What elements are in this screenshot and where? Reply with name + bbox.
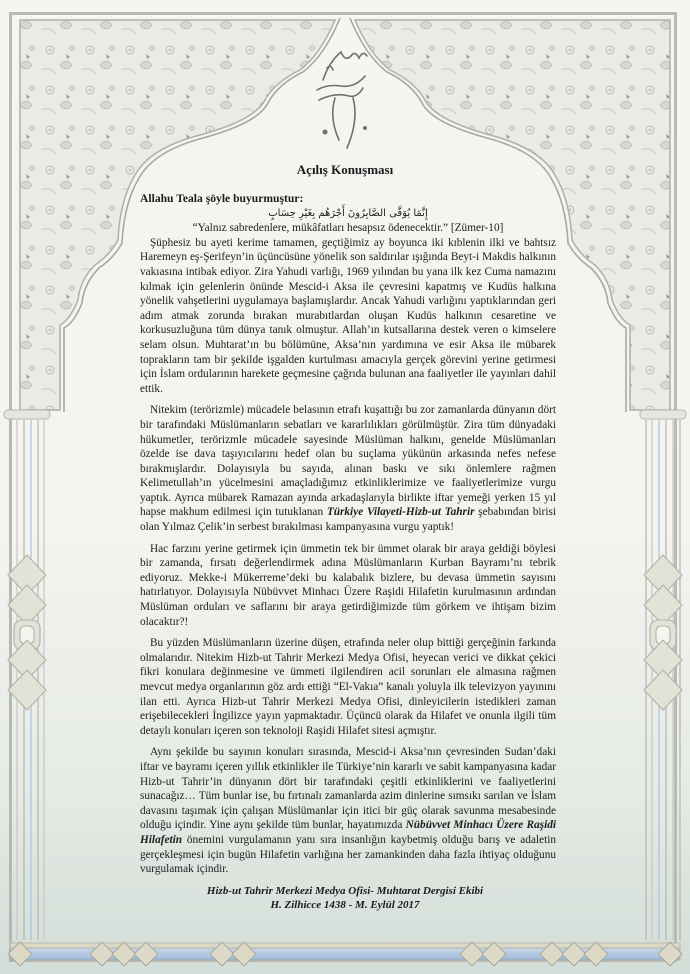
right-column-knot [644,555,682,710]
left-column-knot [8,555,46,710]
signature-author: Hizb-ut Tahrir Merkezi Medya Ofisi- Muhtarat Dergisi Ekibi [206,885,484,897]
bottom-knot-band [8,942,682,966]
left-column-capital [4,410,50,419]
emphasis-text: Nübüvvet Minhacı Üzere Raşidi Hilafetin [140,819,557,846]
verse-translation: “Yalnız sabredenlere, mükâfatları hesapsız ödenecektir.” [Zümer-10] [192,222,504,235]
paragraph-text: önemini vurgulamanın yanı sıra insanlığın kaybetmiş olduğu barış ve adaletin gerçekleşmesi için bugün Hilafetin varlığına her zamankinden daha fazla ihtiyaç olduğunu vurgulamak içindir. [140,833,556,876]
signature-date: H. Zilhicce 1438 - M. Eylül 2017 [270,899,420,911]
paragraph-1 [140,236,556,397]
paragraph-5 [140,745,556,876]
arabic-verse: إِنَّمَا يُوَفَّى الصَّابِرُونَ أَجْرَهُم بِغَيْرِ حِسَابٍ [268,207,428,219]
bismillah-calligraphy-icon [305,40,385,160]
paragraph-text: Nitekim (terörizmle) mücadele belasının etrafı kuşattığı bu zor zamanlarda dünyanın dört bir tarafındaki Müslümanların sebatları ve kararlılıkları görülmüştür. Zira tüm dünyadaki hükumetler, terörizmle mücadele sayesinde Müslüman halkını, genelde Müslümanları özelde ise dava taşıyıcılarını hedef olan bu suçlama yükünün arkasında nefes nefese bırakmışlardır. Dolayısıyla bu sayıda, alınan baskı ve sıkı önlemlere rağmen Kelimetullah’ın yücelmesini amaçladığımız etkinliklerimize ve faaliyetlerimize vurgu yaptık. Ayrıca mübarek Ramazan ayında arkadaşlarıyla birlikte iftar yemeği yerken 15 yıl hapse makhum edilmesi için tutuklanan [140,404,556,519]
emphasis-text: Türkiye Vilayeti-Hizb-ut Tahrir [326,506,475,519]
paragraph-text: şebabından birisi olan Yılmaz Çelik’in serbest bırakılması kampanyasına vurgu yaptık! [140,506,556,534]
paragraph-text: Şüphesiz bu ayeti kerime tamamen, geçtiğimiz ay boyunca iki kıblenin ilki ve bahtsız Haremeyn eş-Şerifeyn’in üçüncüsüne yönelik son saldırılar ışığında Beyt-i Makdis halkının vakıasına intibak ediyor. Zira Yahudi varlığı, 1969 yılından bu yana ilk kez Cuma namazını kılmak için gelenlerin önünde Mescid-i Aksa ile çevresini kapatmış ve Kudüs halkına yönelik vahşetlerini uygulamaya başlamışlardır. Ancak Yahudi varlığını yaptıklarından geri adım atmak zorunda bırakan murabıtlardan oluşan Kudüs halkının cesaretine ve korkusuzluğuna tüm dünya tanık olmuştur. Allah’ın kutsallarına destek veren o kimselere selam olsun. Muhtarat’ın bu bölümüne, Aksa’nın yardımına ve esir Aksa ile mübarek toprakların tam bir şekilde işgalden kurtulması amacıyla gerçek görevini yerine getirmesi için İslam ordularının harekete geçmesine çağrıda bulunan ana faaliyetler ile yayınları dahil ettik. [140,236,556,395]
signature-block [0,884,690,912]
paragraph-4 [140,636,556,738]
right-column-capital [640,410,686,419]
article-body [140,192,556,877]
paragraph-text: Aynı şekilde bu sayının konuları sırasında, Mescid-i Aksa’nın çevresinden Sudan’daki iftar ve bayramı içeren yıllık etkinlikler ile Türkiye’nin kararlı ve sabit kampanyasına kadar Hizb-ut Tahrir’in dünyanın dört bir tarafındaki çeşitli etkinliklerini ve faaliyetlerini sunacağız… Tüm bunlar ise, bu fırtınalı zamanlarda azim dinlerine sımsıkı sarılan ve İslam davasını taşımak için çalışan Müslümanlar için itici bir güç olarak savunma mesabesinde olduğu içindir. Yine aynı şekilde tüm bunlar, hayatımızda [140,746,556,832]
paragraph-text: Bu yüzden Müslümanların üzerine düşen, etrafında neler olup bittiği gerçeğinin farkında olmalarıdır. Nitekim Hizb-ut Tahrir Merkezi Medya Ofisi, heyecan verici ve dikkat çekici fikri konulara değinmesine ve ümmeti ilgilendiren acil sorunları ele almasına rağmen mevcut medya organlarının göz ardı ettiği “El-Vakıa” kanalı yoluyla ilk televizyon yayınını ilan etti. Ayrıca Hizb-ut Tahrir Merkezi Medya Ofisi, dinleyicilerin istedikleri zaman erişebilecekleri İngilizce yayın yapmaktadır. Üçüncü olarak da Hilafet ve onunla ilgili tüm detaylı konuları içeren son teknoloji Raşidi Hilafet sitesi açmıştır. [140,637,556,737]
page-title: Açılış Konuşması [296,162,394,177]
opening-line: Allahu Teala şöyle buyurmuştur: [140,192,304,205]
paragraph-3 [140,542,556,630]
paragraph-text: Hac farzını yerine getirmek için ümmetin tek bir ümmet olarak bir araya geldiği böylesi bir zamanda, fırsatı değerlendirmek adına Müslümanların Kurban Bayramı’nı tebrik ediyoruz. Mekke-i Mükerreme’deki bu kalabalık bizlere, bu devasa ümmetin sayısını hatırlatıyor. Dolayısıyla Nübüvvet Minhacı Üzere Raşidi Hilafetin kurulmasının ardından Müslüman orduları ve saflarını bir araya getirdiğimizde tüm görkem ve ihtişam bizim olacaktır?! [140,542,556,628]
paragraph-2 [140,403,556,534]
